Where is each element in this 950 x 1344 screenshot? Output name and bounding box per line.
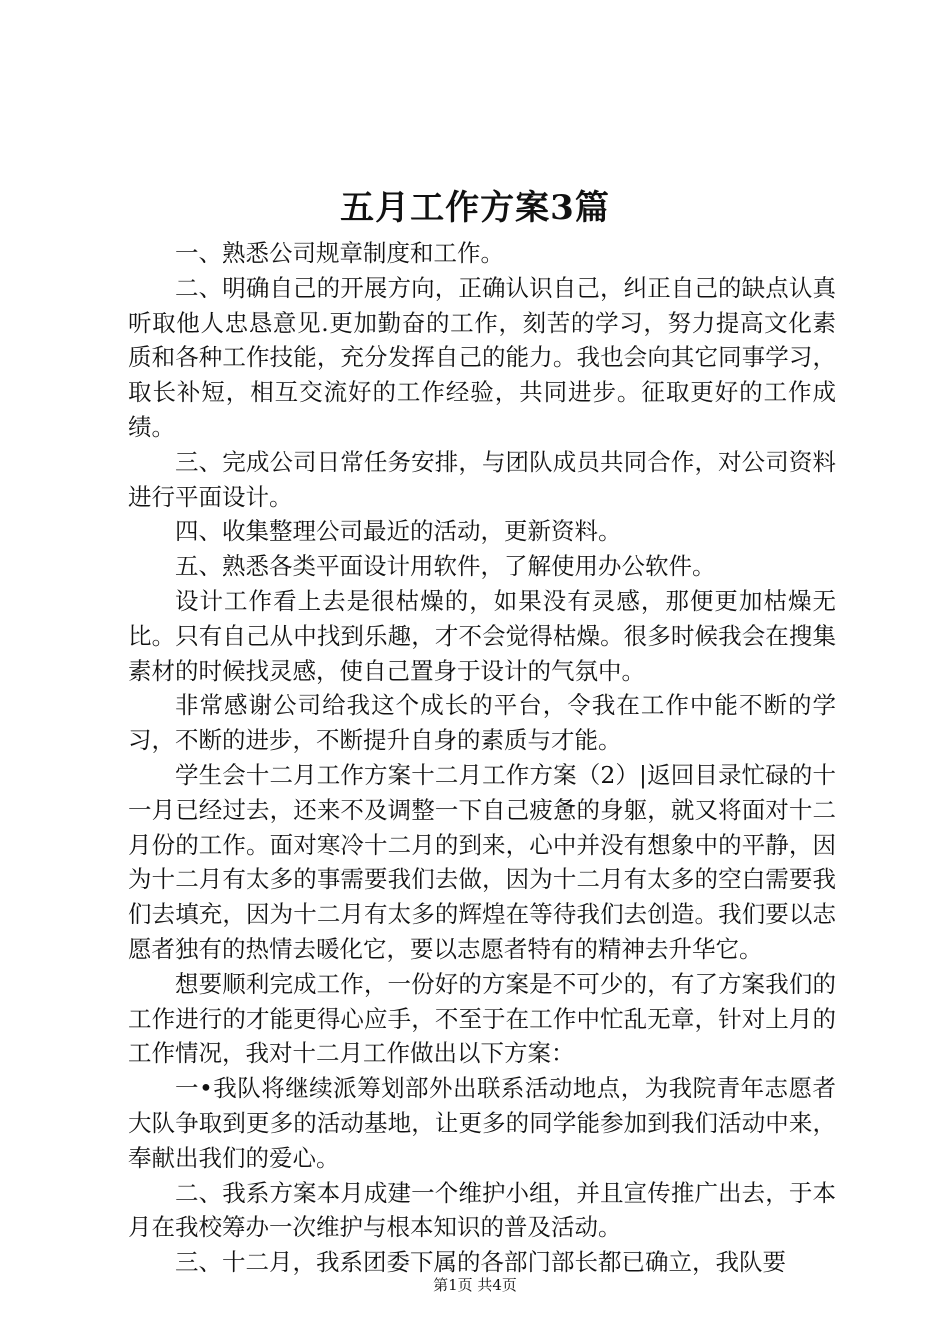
document-title: 五月工作方案3篇 bbox=[340, 188, 610, 228]
paragraph-3: 三、完成公司日常任务安排，与团队成员共同合作，对公司资料进行平面设计。 bbox=[128, 447, 836, 511]
paragraph-11: 二、我系方案本月成建一个维护小组，并且宣传推广出去，于本月在我校筹办一次维护与根本知识的普及活动。 bbox=[128, 1178, 836, 1242]
paragraph-8: 学生会十二月工作方案十二月工作方案（2）|返回目录忙碌的十一月已经过去，还来不及调整一下自己疲惫的身躯，就又将面对十二月份的工作。面对寒冷十二月的到来，心中并没有想象中的平静，因为十二月有太多的事需要我们去做，因为十二月有太多的空白需要我们去填充，因为十二月有太多的辉煌在等待我们去创造。我们要以志愿者独有的热情去暖化它，要以志愿者特有的精神去升华它。 bbox=[128, 760, 836, 963]
document-body bbox=[128, 236, 836, 1280]
page-footer: 第1页 共4页 bbox=[433, 1276, 517, 1294]
paragraph-12: 三、十二月，我系团委下属的各部门部长都已确立，我队要 bbox=[175, 1248, 786, 1277]
paragraph-2: 二、明确自己的开展方向，正确认识自己，纠正自己的缺点认真听取他人忠恳意见.更加勤奋的工作，刻苦的学习，努力提高文化素质和各种工作技能，充分发挥自己的能力。我也会向其它同事学习，取长补短，相互交流好的工作经验，共同进步。征取更好的工作成绩。 bbox=[128, 273, 836, 441]
paragraph-1: 一、熟悉公司规章制度和工作。 bbox=[175, 239, 504, 267]
paragraph-6: 设计工作看上去是很枯燥的，如果没有灵感，那便更加枯燥无比。只有自己从中找到乐趣，才不会觉得枯燥。很多时候我会在搜集素材的时候找灵感，使自己置身于设计的气氛中。 bbox=[128, 586, 836, 685]
paragraph-4: 四、收集整理公司最近的活动，更新资料。 bbox=[175, 517, 622, 546]
paragraph-5: 五、熟悉各类平面设计用软件，了解使用办公软件。 bbox=[175, 552, 716, 581]
paragraph-10: 一•我队将继续派筹划部外出联系活动地点，为我院青年志愿者大队争取到更多的活动基地，让更多的同学能参加到我们活动中来，奉献出我们的爱心。 bbox=[128, 1074, 836, 1172]
paragraph-9: 想要顺利完成工作，一份好的方案是不可少的，有了方案我们的工作进行的才能更得心应手，不至于在工作中忙乱无章，针对上月的工作情况，我对十二月工作做出以下方案： bbox=[128, 969, 836, 1068]
paragraph-7: 非常感谢公司给我这个成长的平台，令我在工作中能不断的学习，不断的进步，不断提升自身的素质与才能。 bbox=[128, 691, 836, 755]
